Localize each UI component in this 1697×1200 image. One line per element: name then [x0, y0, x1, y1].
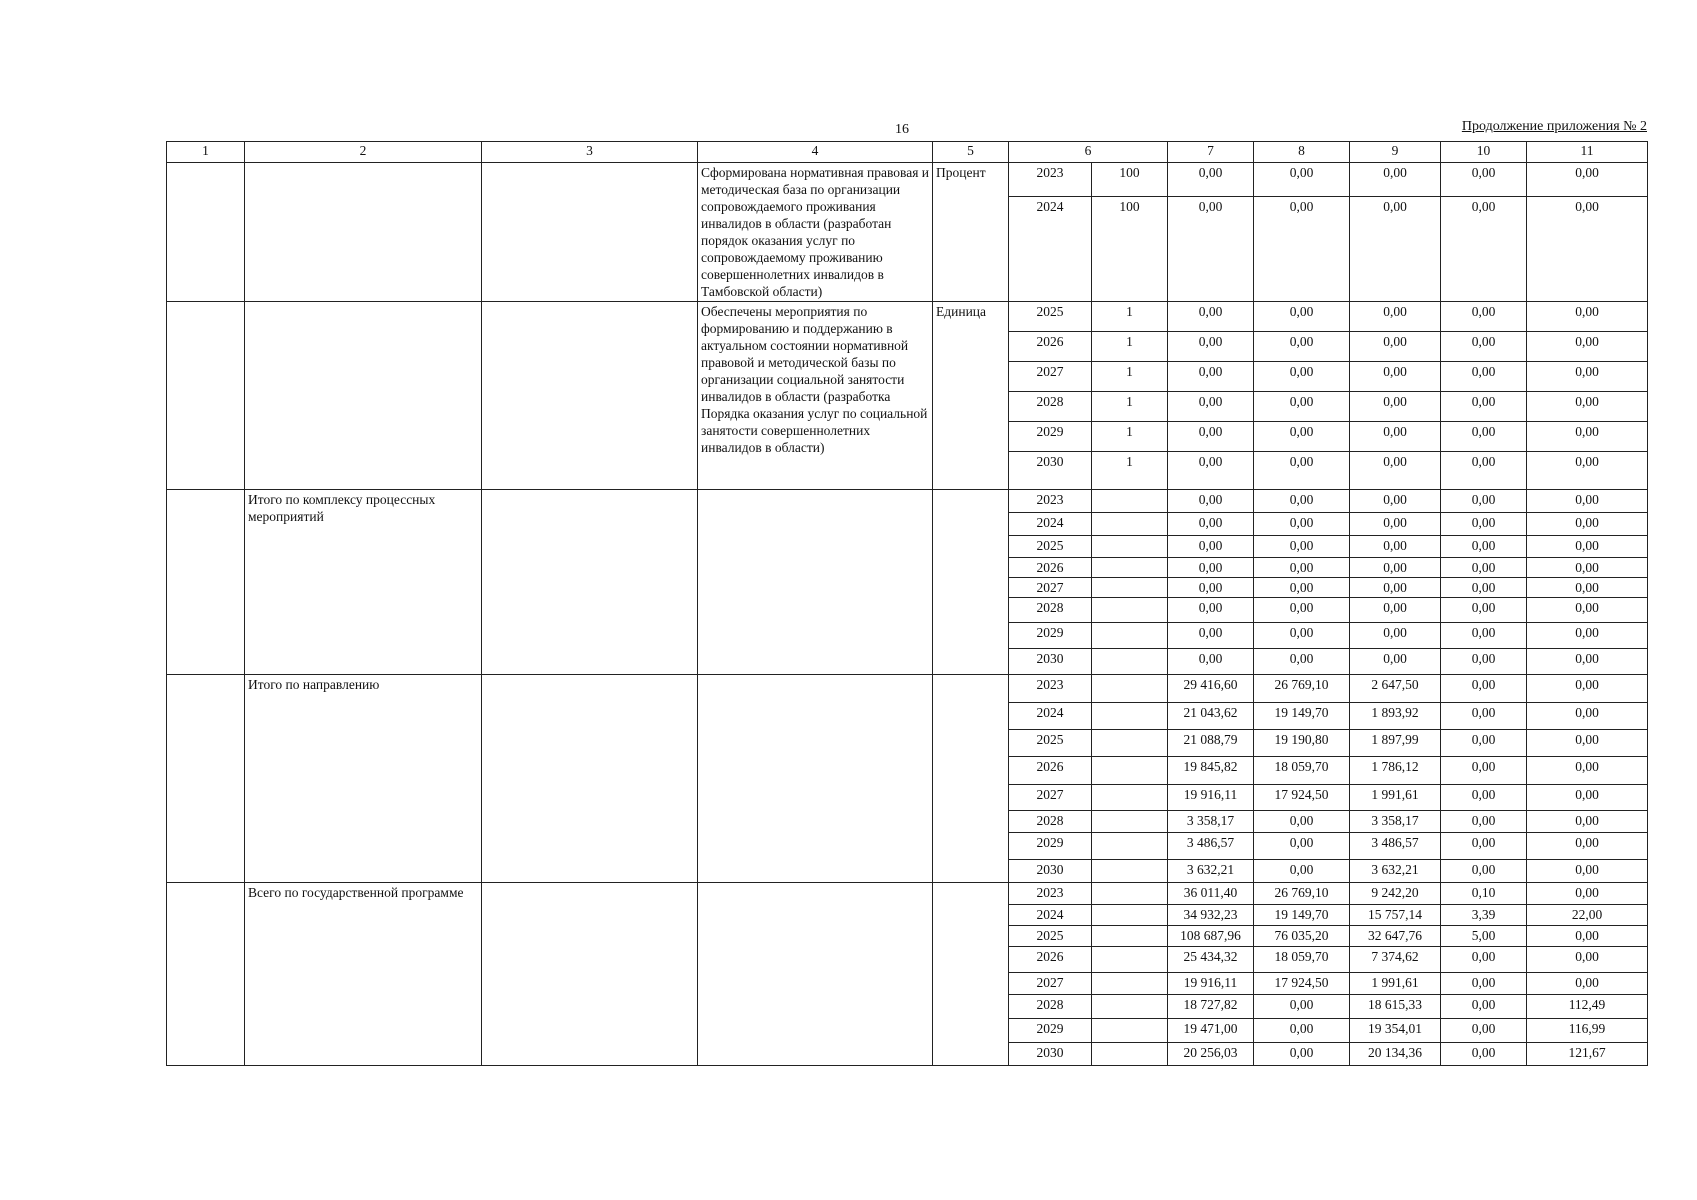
col9-value: 0,00 — [1350, 392, 1441, 422]
col8-value: 0,00 — [1254, 490, 1350, 513]
col8-value: 0,00 — [1254, 452, 1350, 490]
table-row — [167, 675, 1648, 703]
col8-value: 0,00 — [1254, 598, 1350, 623]
unit-cell — [933, 883, 1009, 1066]
col7-value: 19 916,11 — [1168, 785, 1254, 811]
col11-value: 0,00 — [1527, 332, 1648, 362]
table-row — [167, 302, 1648, 332]
col9-value: 0,00 — [1350, 649, 1441, 675]
col10-value: 0,00 — [1441, 578, 1527, 598]
table-row — [167, 883, 1648, 905]
col7-value: 108 687,96 — [1168, 926, 1254, 947]
col7-value: 0,00 — [1168, 452, 1254, 490]
col7-value: 18 727,82 — [1168, 995, 1254, 1019]
target-value — [1092, 833, 1168, 860]
col8-value: 26 769,10 — [1254, 883, 1350, 905]
col9-value: 0,00 — [1350, 302, 1441, 332]
col9-value: 0,00 — [1350, 163, 1441, 197]
col1-cell — [167, 163, 245, 302]
col9-value: 0,00 — [1350, 623, 1441, 649]
col8-value: 19 190,80 — [1254, 730, 1350, 757]
year-cell: 2026 — [1009, 757, 1092, 785]
col8-value: 18 059,70 — [1254, 947, 1350, 973]
header-cell-1: 1 — [167, 142, 245, 163]
col9-value: 3 486,57 — [1350, 833, 1441, 860]
col10-value: 0,00 — [1441, 623, 1527, 649]
col10-value: 3,39 — [1441, 905, 1527, 926]
year-cell: 2027 — [1009, 362, 1092, 392]
col11-value: 0,00 — [1527, 302, 1648, 332]
col10-value: 0,10 — [1441, 883, 1527, 905]
col8-value: 0,00 — [1254, 513, 1350, 536]
target-value: 1 — [1092, 332, 1168, 362]
col7-value: 0,00 — [1168, 197, 1254, 302]
col2-label: Итого по комплексу процессных мероприятий — [245, 490, 482, 675]
year-cell: 2025 — [1009, 730, 1092, 757]
col8-value: 0,00 — [1254, 833, 1350, 860]
col11-value: 112,49 — [1527, 995, 1648, 1019]
year-cell: 2027 — [1009, 973, 1092, 995]
col8-value: 19 149,70 — [1254, 905, 1350, 926]
year-cell: 2026 — [1009, 947, 1092, 973]
col9-value: 1 893,92 — [1350, 703, 1441, 730]
target-value — [1092, 757, 1168, 785]
col9-value: 1 786,12 — [1350, 757, 1441, 785]
col7-value: 0,00 — [1168, 163, 1254, 197]
col7-value: 0,00 — [1168, 598, 1254, 623]
col9-value: 0,00 — [1350, 362, 1441, 392]
col8-value: 17 924,50 — [1254, 785, 1350, 811]
col9-value: 3 358,17 — [1350, 811, 1441, 833]
target-value — [1092, 513, 1168, 536]
target-value — [1092, 623, 1168, 649]
target-value — [1092, 883, 1168, 905]
year-cell: 2028 — [1009, 811, 1092, 833]
col10-value: 0,00 — [1441, 536, 1527, 558]
col10-value: 0,00 — [1441, 973, 1527, 995]
col11-value: 0,00 — [1527, 598, 1648, 623]
header-cell-3: 3 — [482, 142, 698, 163]
col10-value: 0,00 — [1441, 452, 1527, 490]
year-cell: 2024 — [1009, 703, 1092, 730]
col7-value: 19 916,11 — [1168, 973, 1254, 995]
target-value — [1092, 905, 1168, 926]
target-value — [1092, 995, 1168, 1019]
year-cell: 2028 — [1009, 995, 1092, 1019]
col10-value: 0,00 — [1441, 730, 1527, 757]
col11-value: 0,00 — [1527, 536, 1648, 558]
col8-value: 18 059,70 — [1254, 757, 1350, 785]
col11-value: 0,00 — [1527, 811, 1648, 833]
col9-value: 20 134,36 — [1350, 1043, 1441, 1066]
target-value — [1092, 598, 1168, 623]
col11-value: 0,00 — [1527, 833, 1648, 860]
target-value — [1092, 860, 1168, 883]
col7-value: 3 358,17 — [1168, 811, 1254, 833]
target-value: 1 — [1092, 422, 1168, 452]
col9-value: 0,00 — [1350, 578, 1441, 598]
year-cell: 2029 — [1009, 833, 1092, 860]
col7-value: 0,00 — [1168, 362, 1254, 392]
col10-value: 0,00 — [1441, 392, 1527, 422]
col11-value: 0,00 — [1527, 163, 1648, 197]
col10-value: 0,00 — [1441, 490, 1527, 513]
col8-value: 0,00 — [1254, 995, 1350, 1019]
col10-value: 0,00 — [1441, 947, 1527, 973]
col9-value: 9 242,20 — [1350, 883, 1441, 905]
header-cell-6: 6 — [1009, 142, 1168, 163]
target-value — [1092, 536, 1168, 558]
col10-value: 0,00 — [1441, 332, 1527, 362]
col10-value: 0,00 — [1441, 513, 1527, 536]
year-cell: 2023 — [1009, 490, 1092, 513]
col9-value: 0,00 — [1350, 422, 1441, 452]
col11-value: 0,00 — [1527, 623, 1648, 649]
col8-value: 0,00 — [1254, 811, 1350, 833]
year-cell: 2023 — [1009, 163, 1092, 197]
col3-cell — [482, 302, 698, 490]
col11-value: 0,00 — [1527, 703, 1648, 730]
target-value — [1092, 675, 1168, 703]
col11-value: 0,00 — [1527, 578, 1648, 598]
col9-value: 7 374,62 — [1350, 947, 1441, 973]
header-cell-5: 5 — [933, 142, 1009, 163]
col11-value: 0,00 — [1527, 675, 1648, 703]
col10-value: 0,00 — [1441, 1043, 1527, 1066]
col7-value: 20 256,03 — [1168, 1043, 1254, 1066]
col10-value: 0,00 — [1441, 703, 1527, 730]
col9-value: 0,00 — [1350, 598, 1441, 623]
header-cell-9: 9 — [1350, 142, 1441, 163]
target-value — [1092, 973, 1168, 995]
table-row — [167, 163, 1648, 197]
col7-value: 0,00 — [1168, 422, 1254, 452]
col7-value: 25 434,32 — [1168, 947, 1254, 973]
year-cell: 2029 — [1009, 1019, 1092, 1043]
continuation-title: Продолжение приложения № 2 — [1461, 119, 1647, 134]
year-cell: 2025 — [1009, 302, 1092, 332]
col10-value: 0,00 — [1441, 811, 1527, 833]
col9-value: 1 991,61 — [1350, 785, 1441, 811]
target-value — [1092, 811, 1168, 833]
year-cell: 2023 — [1009, 675, 1092, 703]
col9-value: 1 991,61 — [1350, 973, 1441, 995]
col9-value: 0,00 — [1350, 536, 1441, 558]
col9-value: 2 647,50 — [1350, 675, 1441, 703]
unit-cell: Единица — [933, 302, 1009, 490]
col7-value: 0,00 — [1168, 302, 1254, 332]
col11-value: 0,00 — [1527, 392, 1648, 422]
col9-value: 0,00 — [1350, 332, 1441, 362]
table-row — [167, 490, 1648, 513]
col11-value: 116,99 — [1527, 1019, 1648, 1043]
col8-value: 0,00 — [1254, 362, 1350, 392]
header-cell-10: 10 — [1441, 142, 1527, 163]
col7-value: 19 471,00 — [1168, 1019, 1254, 1043]
header-cell-2: 2 — [245, 142, 482, 163]
year-cell: 2030 — [1009, 649, 1092, 675]
col7-value: 29 416,60 — [1168, 675, 1254, 703]
unit-cell — [933, 675, 1009, 883]
year-cell: 2028 — [1009, 392, 1092, 422]
col7-value: 0,00 — [1168, 536, 1254, 558]
col9-value: 15 757,14 — [1350, 905, 1441, 926]
col11-value: 0,00 — [1527, 883, 1648, 905]
col11-value: 0,00 — [1527, 947, 1648, 973]
col11-value: 0,00 — [1527, 558, 1648, 578]
indicator-text: Обеспечены мероприятия по формированию и поддержанию в актуальном состоянии нормативной правовой и методической базы по организации социальной занятости инвалидов в области (разработка Порядка оказания услуг по социальной занятости совершеннолетних инвалидов в области) — [698, 302, 933, 490]
col1-cell — [167, 490, 245, 675]
col11-value: 0,00 — [1527, 730, 1648, 757]
year-cell: 2030 — [1009, 452, 1092, 490]
col11-value: 0,00 — [1527, 197, 1648, 302]
target-value: 1 — [1092, 452, 1168, 490]
col10-value: 0,00 — [1441, 1019, 1527, 1043]
header-row — [167, 142, 1648, 163]
target-value — [1092, 578, 1168, 598]
target-value: 100 — [1092, 163, 1168, 197]
col11-value: 0,00 — [1527, 860, 1648, 883]
col10-value: 0,00 — [1441, 649, 1527, 675]
col8-value: 0,00 — [1254, 649, 1350, 675]
year-cell: 2023 — [1009, 883, 1092, 905]
col3-cell — [482, 675, 698, 883]
col1-cell — [167, 883, 245, 1066]
col7-value: 0,00 — [1168, 649, 1254, 675]
col10-value: 0,00 — [1441, 163, 1527, 197]
target-value — [1092, 558, 1168, 578]
col11-value: 0,00 — [1527, 452, 1648, 490]
col9-value: 3 632,21 — [1350, 860, 1441, 883]
col8-value: 0,00 — [1254, 536, 1350, 558]
target-value — [1092, 1019, 1168, 1043]
year-cell: 2025 — [1009, 536, 1092, 558]
col10-value: 0,00 — [1441, 422, 1527, 452]
target-value — [1092, 649, 1168, 675]
year-cell: 2029 — [1009, 422, 1092, 452]
unit-cell — [933, 490, 1009, 675]
year-cell: 2024 — [1009, 905, 1092, 926]
col8-value: 17 924,50 — [1254, 973, 1350, 995]
col7-value: 0,00 — [1168, 490, 1254, 513]
target-value — [1092, 730, 1168, 757]
col10-value: 0,00 — [1441, 598, 1527, 623]
col8-value: 0,00 — [1254, 302, 1350, 332]
target-value — [1092, 1043, 1168, 1066]
col1-cell — [167, 675, 245, 883]
col7-value: 0,00 — [1168, 332, 1254, 362]
col8-value: 19 149,70 — [1254, 703, 1350, 730]
col8-value: 0,00 — [1254, 1043, 1350, 1066]
col10-value: 0,00 — [1441, 197, 1527, 302]
col10-value: 0,00 — [1441, 302, 1527, 332]
target-value — [1092, 703, 1168, 730]
year-cell: 2029 — [1009, 623, 1092, 649]
col7-value: 3 486,57 — [1168, 833, 1254, 860]
col8-value: 0,00 — [1254, 860, 1350, 883]
col3-cell — [482, 490, 698, 675]
col9-value: 0,00 — [1350, 197, 1441, 302]
year-cell: 2026 — [1009, 332, 1092, 362]
col9-value: 1 897,99 — [1350, 730, 1441, 757]
col7-value: 19 845,82 — [1168, 757, 1254, 785]
col7-value: 21 088,79 — [1168, 730, 1254, 757]
col10-value: 0,00 — [1441, 785, 1527, 811]
col8-value: 0,00 — [1254, 558, 1350, 578]
col9-value: 0,00 — [1350, 452, 1441, 490]
target-value: 1 — [1092, 392, 1168, 422]
header-cell-8: 8 — [1254, 142, 1350, 163]
header-cell-7: 7 — [1168, 142, 1254, 163]
col9-value: 32 647,76 — [1350, 926, 1441, 947]
col7-value: 21 043,62 — [1168, 703, 1254, 730]
year-cell: 2024 — [1009, 197, 1092, 302]
col7-value: 36 011,40 — [1168, 883, 1254, 905]
year-cell: 2027 — [1009, 578, 1092, 598]
page-number: 16 — [895, 122, 909, 137]
target-value — [1092, 490, 1168, 513]
col11-value: 0,00 — [1527, 649, 1648, 675]
indicator-text — [698, 675, 933, 883]
col8-value: 0,00 — [1254, 623, 1350, 649]
indicator-text — [698, 490, 933, 675]
target-value: 1 — [1092, 362, 1168, 392]
col8-value: 0,00 — [1254, 197, 1350, 302]
col7-value: 0,00 — [1168, 623, 1254, 649]
col3-cell — [482, 163, 698, 302]
year-cell: 2027 — [1009, 785, 1092, 811]
col7-value: 3 632,21 — [1168, 860, 1254, 883]
col2-label — [245, 163, 482, 302]
col10-value: 0,00 — [1441, 995, 1527, 1019]
col8-value: 0,00 — [1254, 332, 1350, 362]
data-table — [166, 141, 1648, 1066]
col8-value: 0,00 — [1254, 422, 1350, 452]
target-value — [1092, 785, 1168, 811]
year-cell: 2024 — [1009, 513, 1092, 536]
target-value — [1092, 926, 1168, 947]
col11-value: 0,00 — [1527, 513, 1648, 536]
indicator-text: Сформирована нормативная правовая и методическая база по организации сопровождаемого проживания инвалидов в области (разработан порядок оказания услуг по сопровождаемому проживанию совершеннолетних инвалидов в Тамбовской области) — [698, 163, 933, 302]
col11-value: 0,00 — [1527, 422, 1648, 452]
col11-value: 22,00 — [1527, 905, 1648, 926]
col8-value: 26 769,10 — [1254, 675, 1350, 703]
col7-value: 0,00 — [1168, 578, 1254, 598]
col7-value: 0,00 — [1168, 558, 1254, 578]
header-cell-4: 4 — [698, 142, 933, 163]
col8-value: 0,00 — [1254, 1019, 1350, 1043]
col11-value: 0,00 — [1527, 757, 1648, 785]
col1-cell — [167, 302, 245, 490]
col9-value: 0,00 — [1350, 490, 1441, 513]
col7-value: 0,00 — [1168, 513, 1254, 536]
year-cell: 2030 — [1009, 860, 1092, 883]
col9-value: 0,00 — [1350, 558, 1441, 578]
col11-value: 0,00 — [1527, 362, 1648, 392]
col7-value: 0,00 — [1168, 392, 1254, 422]
col10-value: 0,00 — [1441, 558, 1527, 578]
col2-label: Итого по направлению — [245, 675, 482, 883]
col7-value: 34 932,23 — [1168, 905, 1254, 926]
col10-value: 0,00 — [1441, 757, 1527, 785]
col8-value: 0,00 — [1254, 163, 1350, 197]
col9-value: 19 354,01 — [1350, 1019, 1441, 1043]
target-value — [1092, 947, 1168, 973]
col8-value: 0,00 — [1254, 578, 1350, 598]
col11-value: 0,00 — [1527, 490, 1648, 513]
col10-value: 0,00 — [1441, 833, 1527, 860]
col2-label — [245, 302, 482, 490]
indicator-text — [698, 883, 933, 1066]
header-cell-11: 11 — [1527, 142, 1648, 163]
year-cell: 2025 — [1009, 926, 1092, 947]
target-value: 100 — [1092, 197, 1168, 302]
col11-value: 121,67 — [1527, 1043, 1648, 1066]
col11-value: 0,00 — [1527, 785, 1648, 811]
col11-value: 0,00 — [1527, 973, 1648, 995]
col9-value: 0,00 — [1350, 513, 1441, 536]
col10-value: 0,00 — [1441, 362, 1527, 392]
year-cell: 2026 — [1009, 558, 1092, 578]
col9-value: 18 615,33 — [1350, 995, 1441, 1019]
col8-value: 0,00 — [1254, 392, 1350, 422]
col8-value: 76 035,20 — [1254, 926, 1350, 947]
year-cell: 2028 — [1009, 598, 1092, 623]
col10-value: 0,00 — [1441, 860, 1527, 883]
year-cell: 2030 — [1009, 1043, 1092, 1066]
col11-value: 0,00 — [1527, 926, 1648, 947]
col3-cell — [482, 883, 698, 1066]
col10-value: 5,00 — [1441, 926, 1527, 947]
target-value: 1 — [1092, 302, 1168, 332]
col10-value: 0,00 — [1441, 675, 1527, 703]
col2-label: Всего по государственной программе — [245, 883, 482, 1066]
unit-cell: Процент — [933, 163, 1009, 302]
